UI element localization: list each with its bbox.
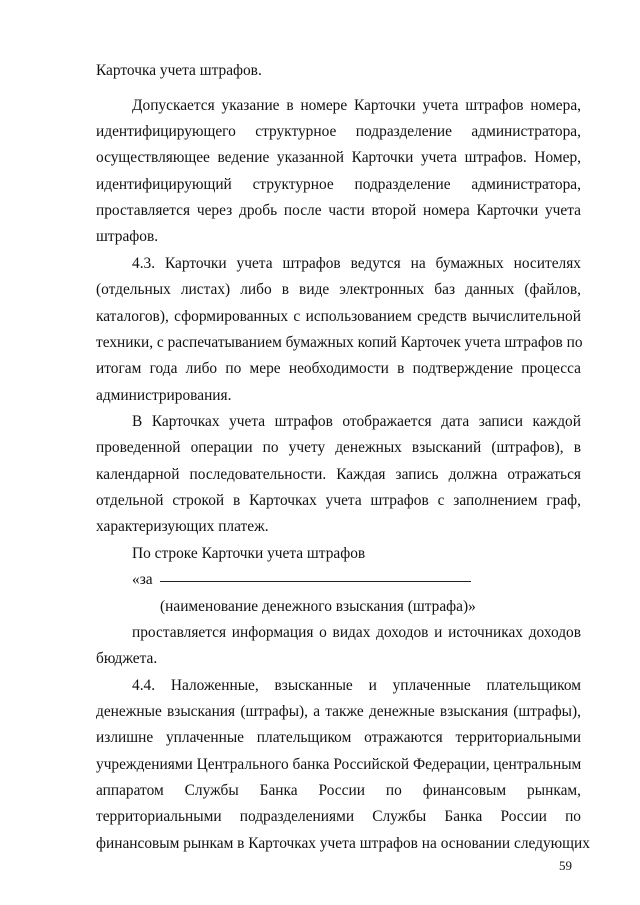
text-line: осуществляющее ведение указанной Карточки учета штрафов. Номер, bbox=[96, 149, 581, 166]
text-line: излишне уплаченные плательщиком отражаются территориальными bbox=[96, 729, 581, 746]
text-line: отдельной строкой в Карточках учета штрафов с заполнением граф, bbox=[96, 492, 581, 509]
text-line: финансовым рынкам в Карточках учета штрафов на основании следующих bbox=[96, 835, 590, 852]
text-line: идентифицирующего структурное подразделение администратора, bbox=[96, 123, 581, 140]
text-line: (наименование денежного взыскания (штрафа)» bbox=[160, 598, 476, 615]
text-line: проведенной операции по учету денежных взысканий (штрафов), в bbox=[96, 439, 581, 456]
text-line: «за bbox=[132, 571, 153, 588]
text-line: По строке Карточки учета штрафов bbox=[132, 545, 366, 562]
text-line: учреждениями Центрального банка Российской Федерации, центральным bbox=[96, 756, 582, 773]
text-line: Карточка учета штрафов. bbox=[96, 62, 262, 79]
text-line: денежные взыскания (штрафы), а также денежные взыскания (штрафы), bbox=[96, 703, 581, 720]
text-line: администрирования. bbox=[96, 387, 232, 404]
text-line: проставляется через дробь после части второй номера Карточки учета bbox=[96, 202, 581, 219]
text-line: техники, с распечатыванием бумажных копий Карточек учета штрафов по bbox=[96, 334, 583, 351]
text-line: аппаратом Службы Банка России по финансовым рынкам, bbox=[96, 782, 581, 799]
fill-in-blank-line bbox=[160, 581, 471, 582]
text-line: 4.4. Наложенные, взысканные и уплаченные плательщиком bbox=[132, 677, 581, 694]
text-line: территориальными подразделениями Службы Банка России по bbox=[96, 808, 581, 825]
text-line: Допускается указание в номере Карточки учета штрафов номера, bbox=[132, 97, 581, 114]
page-number: 59 bbox=[559, 858, 572, 873]
text-line: идентифицирующий структурное подразделение администратора, bbox=[96, 176, 581, 193]
text-line: проставляется информация о видах доходов и источниках доходов bbox=[132, 624, 581, 641]
text-line: штрафов. bbox=[96, 228, 159, 245]
text-line: В Карточках учета штрафов отображается дата записи каждой bbox=[132, 413, 581, 430]
text-line: 4.3. Карточки учета штрафов ведутся на бумажных носителях bbox=[132, 255, 581, 272]
text-line: (отдельных листах) либо в виде электронных баз данных (файлов, bbox=[96, 281, 581, 298]
text-line: итогам года либо по мере необходимости в подтверждение процесса bbox=[96, 360, 581, 377]
text-line: характеризующих платеж. bbox=[96, 518, 269, 535]
text-line: каталогов), сформированных с использованием средств вычислительной bbox=[96, 308, 581, 325]
text-line: календарной последовательности. Каждая запись должна отражаться bbox=[96, 466, 581, 483]
text-line: бюджета. bbox=[96, 650, 158, 667]
